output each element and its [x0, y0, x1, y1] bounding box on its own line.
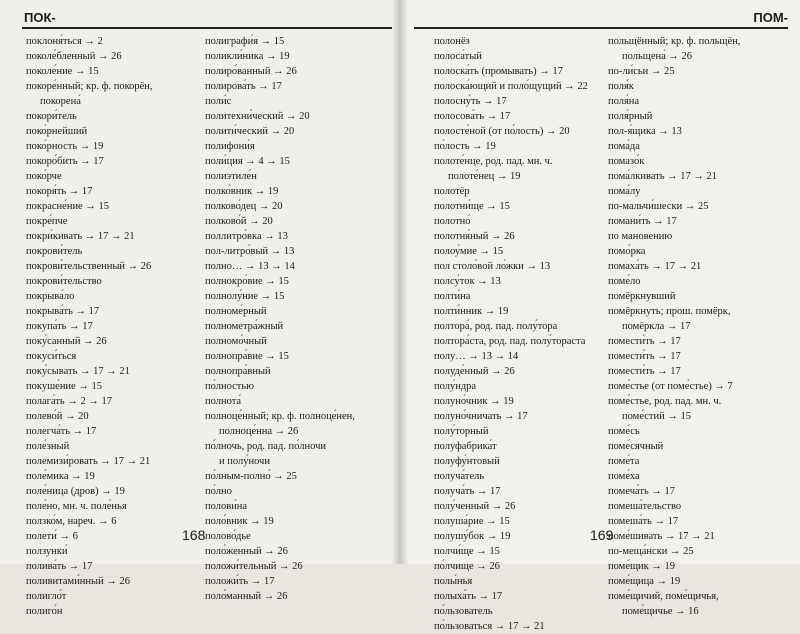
dictionary-entry: пол-литро́вый → 13 — [205, 246, 295, 257]
dictionary-entry: покоре́нный; кр. ф. покорён, — [26, 81, 153, 92]
dictionary-entry: полоте́нец → 19 — [448, 171, 521, 182]
dictionary-entry: поко́рнейший — [26, 126, 88, 137]
dictionary-entry: помести́ть → 17 — [608, 351, 681, 362]
dictionary-entry: полти́на — [434, 291, 471, 302]
dictionary-entry: помёркнуть; прош. помёрк, — [608, 306, 731, 317]
left-page-column-1 — [26, 34, 153, 619]
dictionary-entry: полиго́н — [26, 606, 63, 617]
dictionary-entry: по́льзователь — [434, 606, 493, 617]
dictionary-entry: полтора́ста, род. пад. полу́тораста — [434, 336, 586, 347]
dictionary-entry: покрыва́ть → 17 — [26, 306, 100, 317]
dictionary-entry: польщённый; кр. ф. польщён, — [608, 36, 741, 47]
dictionary-entry: по́лностью — [205, 381, 254, 392]
dictionary-entry: получа́ть → 17 — [434, 486, 501, 497]
dictionary-entry: по́лно — [205, 486, 232, 497]
dictionary-entry: поли́с — [205, 96, 232, 107]
dictionary-entry: поме́ло — [608, 276, 641, 287]
dictionary-entry: польщена́ → 26 — [622, 51, 693, 62]
dictionary-entry: поли́ция → 4 → 15 — [205, 156, 290, 167]
dictionary-entry: полно… → 13 → 14 — [205, 261, 295, 272]
dictionary-entry: полифони́я — [205, 141, 255, 152]
dictionary-entry: поко́рче — [26, 171, 62, 182]
dictionary-entry: поле́но, мн. ч. поле́нья — [26, 501, 127, 512]
dictionary-entry: помо́рка — [608, 246, 646, 257]
dictionary-entry: поликли́ника → 19 — [205, 51, 290, 62]
dictionary-entry: пол-я́щика → 13 — [608, 126, 682, 137]
right-page-number: 169 — [590, 527, 614, 543]
dictionary-entry: поме́сячный — [608, 441, 664, 452]
dictionary-entry: полотни́ще → 15 — [434, 201, 510, 212]
dictionary-entry: полети́ → 6 — [26, 531, 78, 542]
dictionary-entry: поколе́ние → 15 — [26, 66, 99, 77]
dictionary-entry: полуно́чник → 19 — [434, 396, 514, 407]
dictionary-entry: полти́нник → 19 — [434, 306, 509, 317]
dictionary-entry: полигло́т — [26, 591, 67, 602]
dictionary-entry: ползко́м, нареч. → 6 — [26, 516, 117, 527]
dictionary-entry: поме́та — [608, 456, 640, 467]
dictionary-entry: поме́щичий, поме́щичья, — [608, 591, 719, 602]
dictionary-entry: помеча́ть → 17 — [608, 486, 676, 497]
dictionary-entry: полнометра́жный — [205, 321, 284, 332]
dictionary-entry: полоте́нце, род. пад. мн. ч. — [434, 156, 553, 167]
dictionary-entry: полотно́ — [434, 216, 471, 227]
dictionary-entry: покрасне́ние → 15 — [26, 201, 109, 212]
left-page-number: 168 — [182, 527, 206, 543]
dictionary-entry: полноце́нный; кр. ф. полноце́нен, — [205, 411, 355, 422]
dictionary-entry: покоря́ть → 17 — [26, 186, 93, 197]
dictionary-entry: покре́пче — [26, 216, 68, 227]
dictionary-entry: поку́санный → 26 — [26, 336, 107, 347]
dictionary-entry: по́лночь, род. пад. по́лночи — [205, 441, 327, 452]
dictionary-entry: полоска́ющий и поло́щущий → 22 — [434, 81, 588, 92]
dictionary-entry: положи́ть → 17 — [205, 576, 275, 587]
dictionary-entry: покри́кивать → 17 → 21 — [26, 231, 135, 242]
dictionary-entry: по мановению — [608, 231, 673, 242]
dictionary-entry: полнолу́ние → 15 — [205, 291, 285, 302]
dictionary-entry: поме́ха — [608, 471, 640, 482]
dictionary-entry: покрыва́ло — [26, 291, 75, 302]
dictionary-entry: поливитами́нный → 26 — [26, 576, 130, 587]
dictionary-entry: поколе́бленный → 26 — [26, 51, 122, 62]
right-header-rule — [414, 27, 788, 29]
dictionary-entry: полонёз — [434, 36, 470, 47]
dictionary-entry: полтора́, род. пад. полу́тора — [434, 321, 558, 332]
dictionary-entry: полотёр — [434, 186, 470, 197]
dictionary-entry: поло́вник → 19 — [205, 516, 274, 527]
dictionary-entry: по́льзоваться → 17 → 21 — [434, 621, 545, 632]
dictionary-entry: полотня́ный → 26 — [434, 231, 515, 242]
dictionary-entry: поко́рность → 19 — [26, 141, 104, 152]
dictionary-entry: покорена́ — [40, 96, 81, 107]
dictionary-entry: помёркнувший — [608, 291, 676, 302]
dictionary-entry: поло́женный → 26 — [205, 546, 288, 557]
dictionary-entry: полоу́мие → 15 — [434, 246, 504, 257]
left-page-column-2 — [205, 34, 355, 604]
dictionary-entry: поме́щица → 19 — [608, 576, 681, 587]
dictionary-entry: покрови́тельство — [26, 276, 102, 287]
dictionary-entry: поме́щик → 19 — [608, 561, 676, 572]
dictionary-entry: по́лость → 19 — [434, 141, 496, 152]
dictionary-entry: полити́ческий → 20 — [205, 126, 295, 137]
left-header-rule — [22, 27, 392, 29]
dictionary-entry: покупа́ть → 17 — [26, 321, 93, 332]
dictionary-entry: помеша́ть → 17 — [608, 516, 679, 527]
dictionary-entry: полнопра́вный — [205, 366, 271, 377]
dictionary-entry: полови́на — [205, 501, 248, 512]
dictionary-entry: помести́ть → 17 — [608, 336, 681, 347]
dictionary-entry: пома́да — [608, 141, 640, 152]
dictionary-entry: поме́сь — [608, 426, 640, 437]
left-page — [0, 0, 400, 617]
dictionary-entry: полиграфи́я → 15 — [205, 36, 285, 47]
dictionary-entry: пол столо́вой ло́жки → 13 — [434, 261, 551, 272]
dictionary-entry: и полу́ночи — [219, 456, 270, 467]
dictionary-entry: полива́ть → 17 — [26, 561, 93, 572]
dictionary-entry: полуша́рие → 15 — [434, 516, 510, 527]
dictionary-entry: полушу́бок → 19 — [434, 531, 511, 542]
dictionary-entry: полирова́ть → 17 — [205, 81, 282, 92]
dictionary-entry: помаха́ть → 17 → 21 — [608, 261, 702, 272]
dictionary-entry: полосте́ной (от по́лость) → 20 — [434, 126, 570, 137]
dictionary-entry: поме́стье (от поме́стье) → 7 — [608, 381, 733, 392]
dictionary-entry: поля́на — [608, 96, 640, 107]
right-page-column-2 — [608, 34, 740, 619]
dictionary-entry: полномо́чный — [205, 336, 267, 347]
dictionary-entry: полегча́ть → 17 — [26, 426, 97, 437]
dictionary-entry: по́лчище → 26 — [434, 561, 500, 572]
dictionary-entry: полуфабрика́т — [434, 441, 497, 452]
dictionary-entry: полуно́чничать → 17 — [434, 411, 528, 422]
dictionary-entry: полоска́ть (промывать) → 17 — [434, 66, 563, 77]
dictionary-entry: полиэтиле́н — [205, 171, 257, 182]
dictionary-entry: полково́й → 20 — [205, 216, 273, 227]
dictionary-entry: поме́щичье → 16 — [622, 606, 699, 617]
dictionary-entry: полево́й → 20 — [26, 411, 89, 422]
dictionary-entry: поле́мика → 19 — [26, 471, 95, 482]
dictionary-entry: поме́шивать → 17 → 21 — [608, 531, 715, 542]
dictionary-entry: полноме́рный — [205, 306, 267, 317]
dictionary-entry: поля́к — [608, 81, 634, 92]
dictionary-entry: покоро́бить → 17 — [26, 156, 104, 167]
left-running-header: ПОК- — [24, 10, 56, 25]
dictionary-entry: полоса́тый — [434, 51, 482, 62]
dictionary-entry: помани́ть → 17 — [608, 216, 677, 227]
dictionary-entry: полково́дец → 20 — [205, 201, 283, 212]
dictionary-entry: полу… → 13 → 14 — [434, 351, 519, 362]
right-page — [400, 0, 800, 632]
dictionary-entry: полнопра́вие → 15 — [205, 351, 289, 362]
dictionary-entry: поллитро́вка → 13 — [205, 231, 288, 242]
dictionary-entry: поле́зный — [26, 441, 70, 452]
dictionary-entry: полко́вник → 19 — [205, 186, 279, 197]
dictionary-entry: покрови́тель — [26, 246, 83, 257]
dictionary-entry: поме́стье, род. пад. мн. ч. — [608, 396, 722, 407]
dictionary-entry: полосова́ть → 17 — [434, 111, 511, 122]
dictionary-entry: помазо́к — [608, 156, 645, 167]
dictionary-entry: пома́лу — [608, 186, 641, 197]
right-running-header: ПОМ- — [753, 10, 788, 25]
dictionary-entry: покуше́ние → 15 — [26, 381, 102, 392]
dictionary-entry: по-меща́нски → 25 — [608, 546, 694, 557]
dictionary-entry: поклоня́ться → 2 — [26, 36, 103, 47]
dictionary-entry: покрови́тельственный → 26 — [26, 261, 152, 272]
book-gutter-shadow — [392, 0, 408, 564]
right-page-column-1 — [434, 34, 588, 634]
dictionary-entry: по-ли́сьи → 25 — [608, 66, 675, 77]
dictionary-entry: полноце́нна → 26 — [219, 426, 299, 437]
dictionary-entry: полсу́ток → 13 — [434, 276, 501, 287]
dictionary-entry: полиро́ванный → 26 — [205, 66, 297, 77]
dictionary-entry: получа́тель — [434, 471, 485, 482]
dictionary-entry: полемизи́ровать → 17 → 21 — [26, 456, 151, 467]
dictionary-entry: поме́стий → 15 — [622, 411, 691, 422]
dictionary-entry: полу́ндра — [434, 381, 477, 392]
dictionary-entry: помёркла → 17 — [622, 321, 691, 332]
dictionary-entry: полнота́ — [205, 396, 242, 407]
dictionary-entry: полы́нья — [434, 576, 473, 587]
dictionary-entry: поле́ница (дров) → 19 — [26, 486, 125, 497]
dictionary-entry: по-мальчи́шески → 25 — [608, 201, 709, 212]
dictionary-entry: политехни́ческий → 20 — [205, 111, 310, 122]
dictionary-entry: полнокро́вие → 15 — [205, 276, 289, 287]
dictionary-entry: помеша́тельство — [608, 501, 682, 512]
dictionary-entry: полага́ть → 2 → 17 — [26, 396, 112, 407]
dictionary-entry: поло́манный → 26 — [205, 591, 288, 602]
dictionary-entry: помести́ть → 17 — [608, 366, 681, 377]
dictionary-entry: полосну́ть → 17 — [434, 96, 507, 107]
dictionary-entry: полу́ченный → 26 — [434, 501, 516, 512]
dictionary-entry: полыха́ть → 17 — [434, 591, 503, 602]
dictionary-entry: поля́рный — [608, 111, 653, 122]
dictionary-entry: положи́тельный → 26 — [205, 561, 303, 572]
dictionary-entry: ползунки́ — [26, 546, 68, 557]
dictionary-entry: полчи́ще → 15 — [434, 546, 500, 557]
dictionary-entry: полу́торный — [434, 426, 489, 437]
dictionary-entry: покори́тель — [26, 111, 77, 122]
dictionary-entry: полово́дье — [205, 531, 251, 542]
dictionary-entry: полуфу́нтовый — [434, 456, 500, 467]
dictionary-entry: по́лным-полно́ → 25 — [205, 471, 297, 482]
dictionary-entry: полуде́нный → 26 — [434, 366, 515, 377]
dictionary-entry: пома́лкивать → 17 → 21 — [608, 171, 718, 182]
dictionary-entry: поку́сывать → 17 → 21 — [26, 366, 130, 377]
dictionary-entry: покуси́ться — [26, 351, 77, 362]
